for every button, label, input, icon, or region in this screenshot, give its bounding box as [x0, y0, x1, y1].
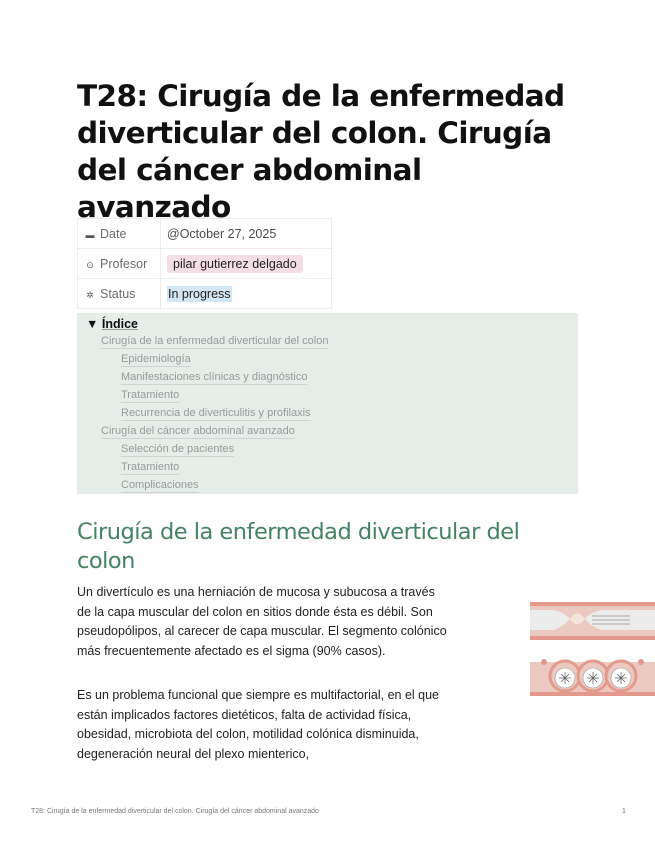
- status-tag[interactable]: In progress: [168, 286, 231, 301]
- properties-table: [77, 218, 332, 309]
- toc-toggle[interactable]: [86, 317, 138, 331]
- property-label: Date: [100, 226, 127, 241]
- toc-link[interactable]: Epidemiología: [121, 353, 191, 365]
- status-icon: ✲: [86, 289, 94, 300]
- table-of-contents: [77, 313, 578, 494]
- property-date: [78, 219, 332, 249]
- toc-link[interactable]: Cirugía del cáncer abdominal avanzado: [101, 425, 295, 437]
- profesor-tag[interactable]: pilar gutierrez delgado: [167, 255, 303, 273]
- property-label: Status: [100, 286, 136, 301]
- calendar-icon: ▬: [85, 229, 95, 240]
- footer-title: T28: Cirugía de la enfermedad diverticular del colon. Cirugía del cáncer abdominal avanzado: [31, 808, 319, 815]
- toc-link[interactable]: Recurrencia de diverticulitis y profilaxis: [121, 407, 311, 419]
- property-label: Profesor: [100, 256, 148, 271]
- toc-link[interactable]: Tratamiento: [121, 389, 180, 401]
- diverticulum-illustration: [530, 598, 655, 703]
- paragraph: Un divertículo es una herniación de mucosa y subucosa a través de la capa muscular del colon en sitios donde ésta es débil. Son pseudopólipos, al carecer de capa muscular. El segmento colónico más frecuentemente afectado es el sigma (90% casos).: [77, 585, 447, 658]
- property-date-value[interactable]: @October 27, 2025: [161, 219, 332, 249]
- toc-heading: Índice: [101, 317, 138, 331]
- toc-link[interactable]: Complicaciones: [121, 479, 199, 491]
- page-title: T28: Cirugía de la enfermedad diverticular del colon. Cirugía del cáncer abdominal avanzado: [77, 79, 565, 224]
- property-status: [78, 279, 332, 309]
- property-profesor: [78, 249, 332, 279]
- section-heading: Cirugía de la enfermedad diverticular del colon: [77, 519, 520, 574]
- paragraph: Es un problema funcional que siempre es multifactorial, en el que están implicados factores dietéticos, falta de actividad física, obesidad, microbiota del colon, motilidad colónica disminuida, degeneración neural del plexo mienterico,: [77, 688, 440, 761]
- toc-link[interactable]: Cirugía de la enfermedad diverticular del colon: [101, 335, 329, 347]
- person-icon: ⊙: [86, 259, 94, 270]
- toc-link[interactable]: Tratamiento: [121, 461, 180, 473]
- toc-link[interactable]: Selección de pacientes: [121, 443, 235, 455]
- toc-link[interactable]: Manifestaciones clínicas y diagnóstico: [121, 371, 308, 383]
- triangle-down-icon: ▼: [86, 317, 99, 331]
- page-number: 1: [622, 808, 626, 815]
